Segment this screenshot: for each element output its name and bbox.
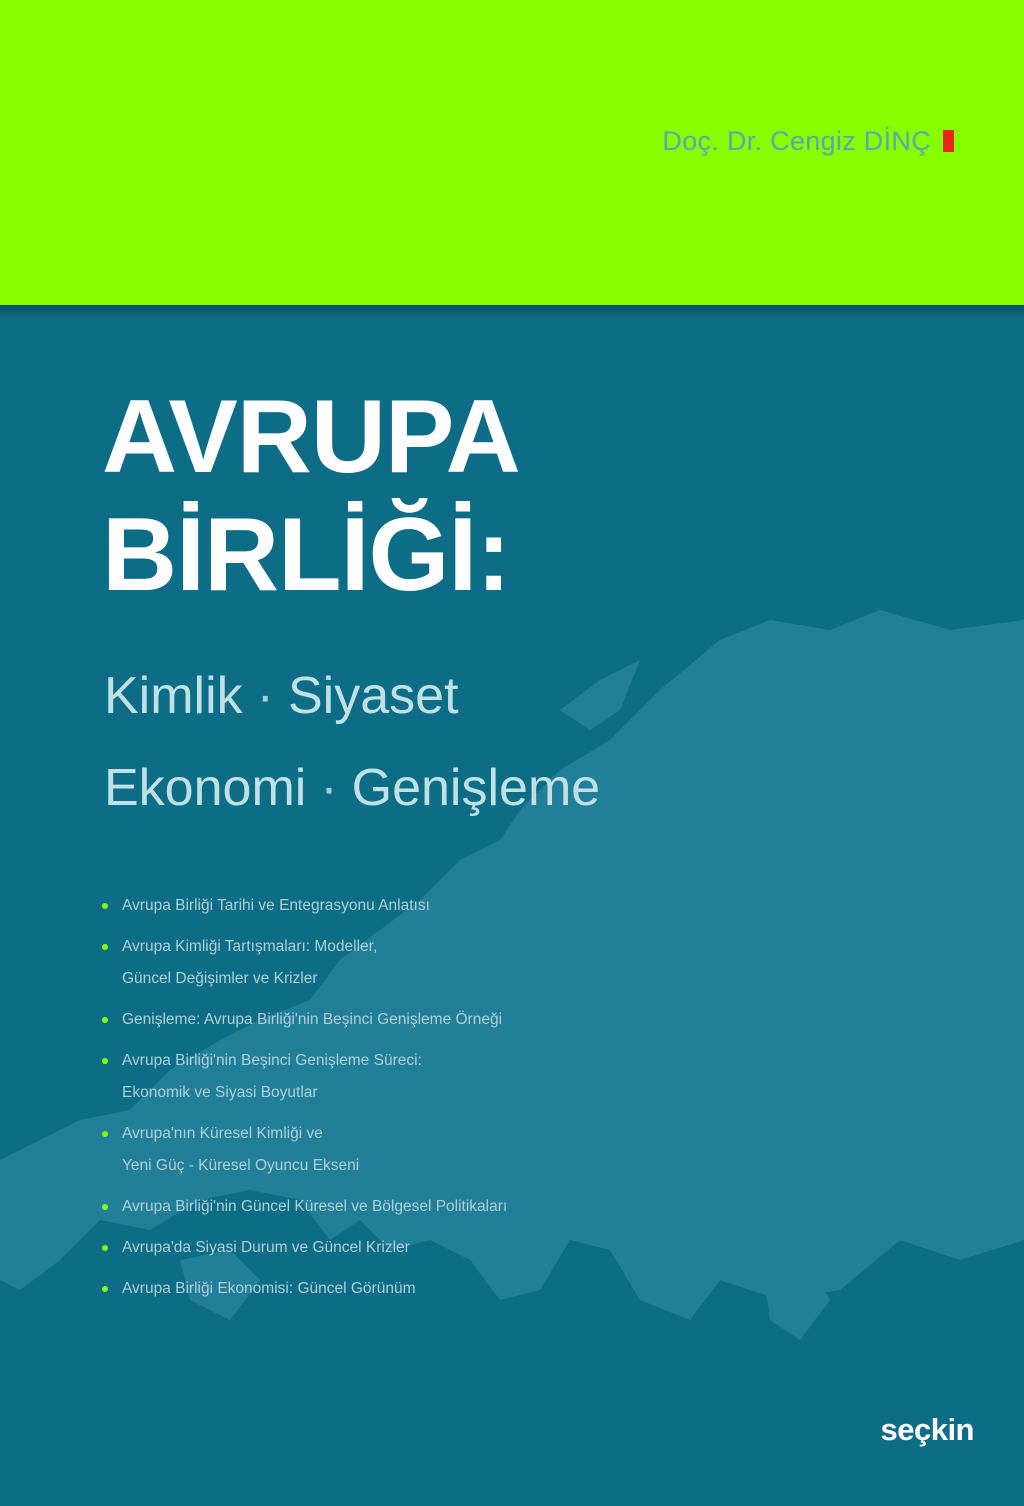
book-subtitle <box>104 650 600 834</box>
topic-line: Avrupa Birliği Tarihi ve Entegrasyonu Anlatısı <box>122 897 430 914</box>
list-item <box>102 1273 722 1305</box>
subtitle-separator: · <box>320 759 338 817</box>
topic-line: Avrupa Birliği Ekonomisi: Güncel Görünüm <box>122 1280 416 1297</box>
author-mark-icon <box>943 130 954 152</box>
list-item <box>102 890 722 922</box>
topic-line: Genişleme: Avrupa Birliği'nin Beşinci Genişleme Örneği <box>122 1011 503 1028</box>
band-shadow <box>0 305 1024 319</box>
topic-line: Avrupa Birliği'nin Güncel Küresel ve Bölgesel Politikaları <box>122 1198 508 1215</box>
publisher-logo: seçkin <box>880 1412 974 1447</box>
subtitle-word-genisleme: Genişleme <box>351 759 601 817</box>
title-line-2: BİRLİĞİ: <box>102 497 510 613</box>
bullet-icon <box>102 1204 108 1210</box>
author-text: Doç. Dr. Cengiz DİNÇ <box>662 125 931 156</box>
topic-line: Ekonomik ve Siyasi Boyutlar <box>122 1084 318 1101</box>
list-item <box>102 1191 722 1223</box>
list-item <box>102 1118 722 1182</box>
list-item <box>102 931 722 995</box>
subtitle-line-1 <box>104 650 600 742</box>
subtitle-word-ekonomi: Ekonomi <box>104 759 307 817</box>
book-title <box>102 378 520 614</box>
bullet-icon <box>102 1017 108 1023</box>
author-name <box>662 124 954 158</box>
topic-list <box>102 890 722 1314</box>
bullet-icon <box>102 1131 108 1137</box>
bullet-icon <box>102 944 108 950</box>
subtitle-separator: · <box>256 667 274 725</box>
subtitle-word-kimlik: Kimlik <box>104 667 243 725</box>
bullet-icon <box>102 903 108 909</box>
subtitle-line-2 <box>104 742 600 834</box>
topic-line: Avrupa'da Siyasi Durum ve Güncel Krizler <box>122 1239 410 1256</box>
list-item <box>102 1232 722 1264</box>
bullet-icon <box>102 1245 108 1251</box>
topic-line: Avrupa Kimliği Tartışmaları: Modeller, <box>122 938 378 955</box>
topic-line: Avrupa'nın Küresel Kimliği ve <box>122 1125 323 1142</box>
topic-line: Yeni Güç - Küresel Oyuncu Ekseni <box>122 1157 360 1174</box>
bullet-icon <box>102 1058 108 1064</box>
topic-line: Güncel Değişimler ve Krizler <box>122 970 318 987</box>
subtitle-word-siyaset: Siyaset <box>288 667 459 725</box>
title-line-1: AVRUPA <box>102 379 520 495</box>
list-item <box>102 1004 722 1036</box>
list-item <box>102 1045 722 1109</box>
top-color-band <box>0 0 1024 305</box>
bullet-icon <box>102 1286 108 1292</box>
topic-line: Avrupa Birliği'nin Beşinci Genişleme Süreci: <box>122 1052 422 1069</box>
